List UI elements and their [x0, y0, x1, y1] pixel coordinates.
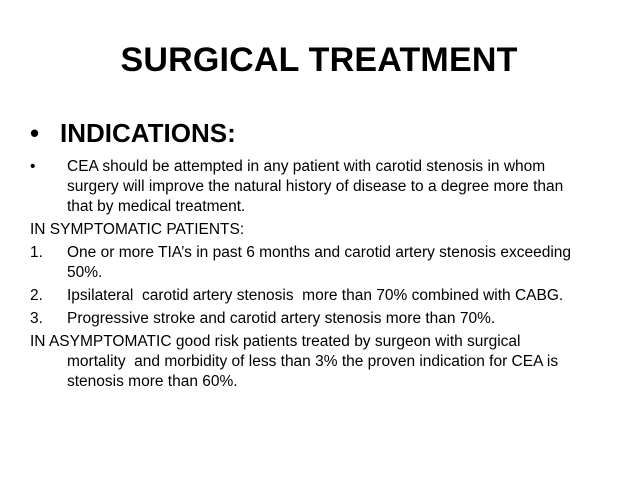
symptomatic-item-2	[30, 286, 620, 306]
cea-line: that by medical treatment.	[67, 198, 246, 215]
symptomatic-item-3	[30, 309, 620, 329]
bullet-icon: •	[30, 158, 36, 175]
cea-paragraph	[30, 157, 620, 217]
cea-line: surgery will improve the natural history of disease to a degree more than	[67, 178, 564, 195]
list-item-text: Progressive stroke and carotid artery stenosis more than 70%.	[67, 310, 496, 327]
list-item-text: Ipsilateral carotid artery stenosis more than 70% combined with CABG.	[67, 287, 564, 304]
symptomatic-label: IN SYMPTOMATIC PATIENTS:	[30, 221, 245, 238]
indications-heading-text: INDICATIONS:	[60, 118, 236, 148]
asymptomatic-line: mortality and morbidity of less than 3% the proven indication for CEA is	[67, 353, 559, 370]
cea-line: CEA should be attempted in any patient with carotid stenosis in whom	[67, 158, 546, 175]
bullet-icon: •	[30, 118, 40, 148]
list-number: 3.	[30, 310, 43, 327]
list-number: 1.	[30, 244, 43, 261]
symptomatic-item-1	[30, 243, 620, 283]
asymptomatic-line: IN ASYMPTOMATIC good risk patients treated by surgeon with surgical	[30, 333, 521, 350]
list-item-text: One or more TIA’s in past 6 months and carotid artery stenosis exceeding	[67, 244, 572, 261]
slide-body	[30, 157, 620, 392]
indications-heading	[30, 117, 236, 149]
list-number: 2.	[30, 287, 43, 304]
slide-title: SURGICAL TREATMENT	[120, 41, 518, 79]
asymptomatic-line: stenosis more than 60%.	[67, 373, 238, 390]
list-item-text: 50%.	[67, 264, 103, 281]
asymptomatic-paragraph	[30, 332, 620, 392]
